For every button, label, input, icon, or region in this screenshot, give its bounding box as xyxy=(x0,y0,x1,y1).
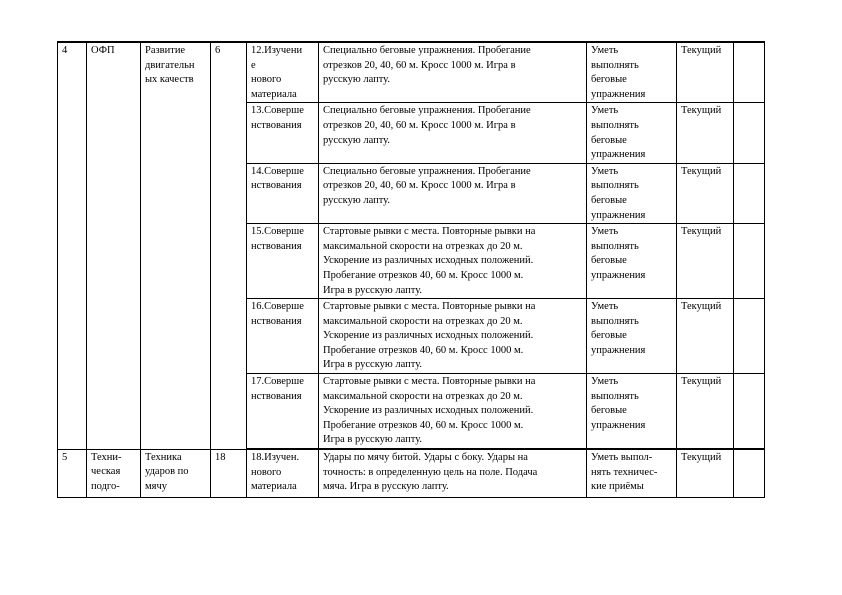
section-number: 4 xyxy=(62,45,68,56)
hours-cell xyxy=(211,42,247,449)
empty-cell xyxy=(734,163,765,223)
control-cell xyxy=(677,224,734,299)
hours-value: 6 xyxy=(215,45,221,56)
lesson-requirements: Уметь выполнять беговые упражнения xyxy=(591,226,646,281)
topic-cell xyxy=(141,449,211,497)
lesson-content: Специально беговые упражнения. Пробегание отрезков 20, 40, 60 м. Кросс 1000 м. Игра в русскую лапту. xyxy=(323,45,531,86)
control-cell xyxy=(677,163,734,223)
lesson-cell xyxy=(247,224,319,299)
empty-cell xyxy=(734,299,765,374)
lesson-requirements: Уметь выполнять беговые упражнения xyxy=(591,165,646,221)
section-name-cell xyxy=(87,449,141,497)
requirements-cell xyxy=(587,449,677,497)
content-cell xyxy=(319,163,587,223)
lesson-cell xyxy=(247,374,319,449)
empty-cell xyxy=(734,42,765,103)
lesson-content: Удары по мячу битой. Удары с боку. Удары на точность: в определенную цель на поле. Подача мяча. Игра в русскую лапту. xyxy=(323,452,538,493)
section-number: 5 xyxy=(62,451,68,463)
lesson-content: Стартовые рывки с места. Повторные рывки на максимальной скорости на отрезках до 20 м. Ускорение из различных исходных положений. Пробегание отрезков 40, 60 м. Кросс 1000 м. Игра в русскую лапту. xyxy=(323,301,536,371)
lesson-plan-table xyxy=(57,41,765,498)
control-type: Текущий xyxy=(681,105,722,117)
control-type: Текущий xyxy=(681,376,722,388)
table-row xyxy=(58,42,765,103)
requirements-cell xyxy=(587,103,677,163)
lesson-requirements: Уметь выполнять беговые упражнения xyxy=(591,301,646,356)
lesson-title: 12.Изучени е нового материала xyxy=(251,45,303,100)
content-cell xyxy=(319,224,587,299)
section-number-cell xyxy=(58,42,87,449)
section-name-cell xyxy=(87,42,141,449)
topic-name: Техника ударов по мячу xyxy=(145,451,189,492)
content-cell xyxy=(319,374,587,449)
table-row xyxy=(58,449,765,497)
lesson-requirements: Уметь выполнять беговые упражнения xyxy=(591,105,646,161)
empty-cell xyxy=(734,374,765,449)
section-name: ОФП xyxy=(91,45,115,56)
lesson-cell xyxy=(247,449,319,497)
lesson-content: Стартовые рывки с места. Повторные рывки на максимальной скорости на отрезках до 20 м. Ускорение из различных исходных положений. Пробегание отрезков 40, 60 м. Кросс 1000 м. Игра в русскую лапту. xyxy=(323,376,536,446)
requirements-cell xyxy=(587,299,677,374)
control-cell xyxy=(677,299,734,374)
control-type: Текущий xyxy=(681,452,722,464)
lesson-requirements: Уметь выполнять беговые упражнения xyxy=(591,45,646,100)
lesson-title: 13.Соверше нствования xyxy=(251,105,304,131)
hours-value: 18 xyxy=(215,451,226,463)
lesson-requirements: Уметь выпол- нять техничес- кие приёмы xyxy=(591,452,658,493)
requirements-cell xyxy=(587,163,677,223)
lesson-cell xyxy=(247,163,319,223)
control-type: Текущий xyxy=(681,45,722,56)
control-type: Текущий xyxy=(681,226,722,238)
requirements-cell xyxy=(587,224,677,299)
requirements-cell xyxy=(587,374,677,449)
requirements-cell xyxy=(587,42,677,103)
control-cell xyxy=(677,103,734,163)
lesson-requirements: Уметь выполнять беговые упражнения xyxy=(591,376,646,431)
lesson-title: 15.Соверше нствования xyxy=(251,226,304,252)
topic-name: Развитие двигательн ых качеств xyxy=(145,45,195,86)
lesson-cell xyxy=(247,42,319,103)
hours-cell xyxy=(211,449,247,497)
lesson-title: 14.Соверше нствования xyxy=(251,165,304,192)
control-type: Текущий xyxy=(681,301,722,313)
empty-cell xyxy=(734,224,765,299)
empty-cell xyxy=(734,103,765,163)
lesson-content: Специально беговые упражнения. Пробегание отрезков 20, 40, 60 м. Кросс 1000 м. Игра в русскую лапту. xyxy=(323,105,531,146)
topic-cell xyxy=(141,42,211,449)
control-cell xyxy=(677,449,734,497)
empty-cell xyxy=(734,449,765,497)
section-name: Техни- ческая подго- xyxy=(91,451,122,492)
lesson-cell xyxy=(247,103,319,163)
lesson-title: 17.Соверше нствования xyxy=(251,376,304,402)
section-number-cell xyxy=(58,449,87,497)
content-cell xyxy=(319,299,587,374)
control-cell xyxy=(677,374,734,449)
lesson-content: Специально беговые упражнения. Пробегание отрезков 20, 40, 60 м. Кросс 1000 м. Игра в русскую лапту. xyxy=(323,165,531,206)
content-cell xyxy=(319,103,587,163)
control-type: Текущий xyxy=(681,165,722,177)
lesson-title: 18.Изучен. нового материала xyxy=(251,452,300,493)
control-cell xyxy=(677,42,734,103)
lesson-title: 16.Соверше нствования xyxy=(251,301,304,327)
content-cell xyxy=(319,449,587,497)
lesson-content: Стартовые рывки с места. Повторные рывки на максимальной скорости на отрезках до 20 м. Ускорение из различных исходных положений. Пробегание отрезков 40, 60 м. Кросс 1000 м. Игра в русскую лапту. xyxy=(323,226,536,296)
lesson-cell xyxy=(247,299,319,374)
content-cell xyxy=(319,42,587,103)
